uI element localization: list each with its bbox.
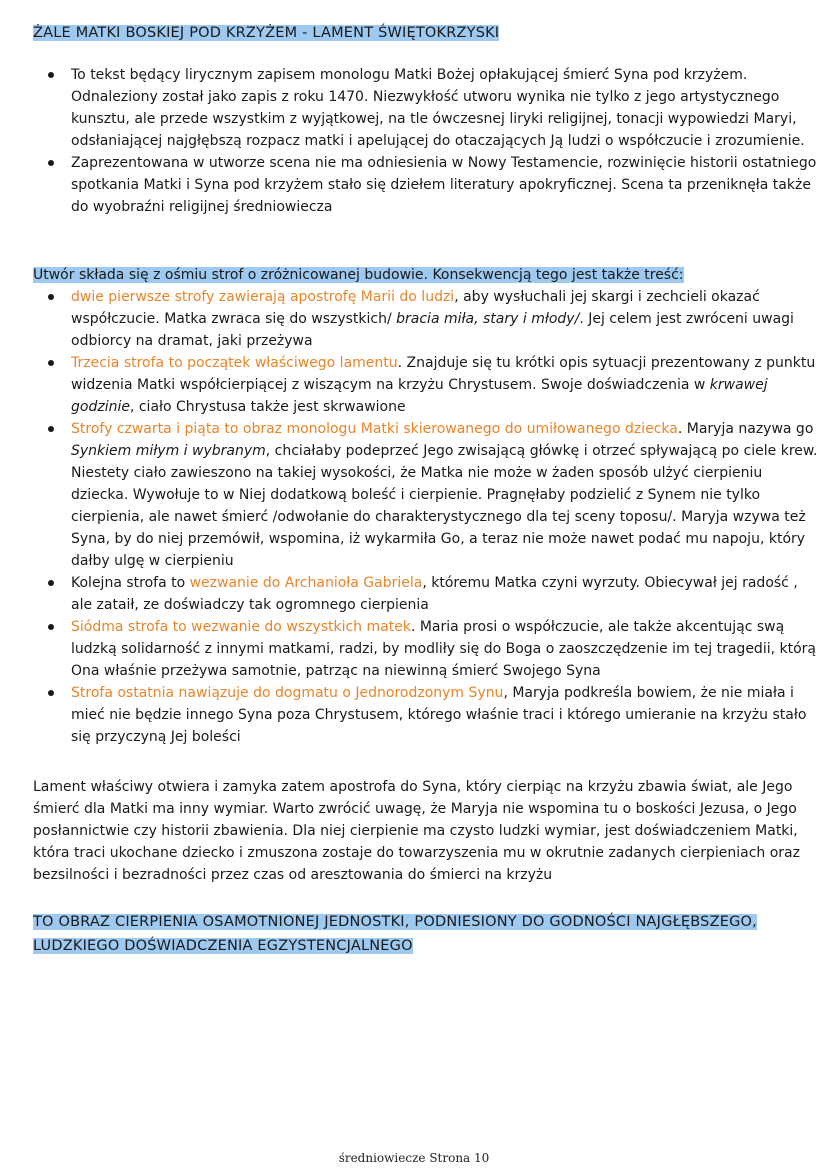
closing-text: TO OBRAZ CIERPIENIA OSAMOTNIONEJ JEDNOSTKI, PODNIESIONY DO GODNOŚCI NAJGŁĘBSZEGO, LUDZKIEGO DOŚWIADCZENIA EGZYSTENCJALNEGO: [33, 914, 757, 954]
list-item: Kolejna strofa to wezwanie do Archanioła Gabriela, któremu Matka czyni wyrzuty. Obiecywał jej radość , ale zataił, ze doświadczy tak ogromnego cierpienia: [33, 572, 823, 616]
page-title: [33, 22, 499, 44]
list-item: dwie pierwsze strofy zawierają apostrofę Marii do ludzi, aby wysłuchali jej skargi i zechcieli okazać współczucie. Matka zwraca się do wszystkich/ bracia miła, stary i młody/. Jej celem jest zwróceni uwagi odbiorcy na dramat, jaki przeżywa: [33, 286, 823, 352]
stanza-highlight: Trzecia strofa to początek właściwego lamentu: [71, 355, 398, 371]
structure-heading: [33, 264, 684, 286]
list-item: Zaprezentowana w utworze scena nie ma odniesienia w Nowy Testamencie, rozwinięcie historii ostatniego spotkania Matki i Syna pod krzyżem stało się dziełem literatury apokryficznej. Scena ta przeniknęła także do wyobraźni religijnej średniowiecza: [33, 152, 823, 218]
stanza-highlight: wezwanie do Archanioła Gabriela: [189, 575, 423, 591]
stanza-highlight: dwie pierwsze strofy zawierają apostrofę Marii do ludzi: [71, 289, 455, 305]
stanza-highlight: Strofy czwarta i piąta to obraz monologu Matki skierowanego do umiłowanego dziecka: [71, 421, 678, 437]
stanza-highlight: Siódma strofa to wezwanie do wszystkich matek: [71, 619, 411, 635]
list-item: Siódma strofa to wezwanie do wszystkich matek. Maria prosi o współczucie, ale także akcentując swą ludzką solidarność z innymi matkami, radzi, by modliły się do Boga o zaoszczędzenie im tej tragedii, którą Ona właśnie przeżywa samotnie, patrząc na niewinną śmierć Swojego Syna: [33, 616, 823, 682]
summary-paragraph: Lament właściwy otwiera i zamyka zatem apostrofa do Syna, który cierpiąc na krzyżu zbawia świat, ale Jego śmierć dla Matki ma inny wymiar. Warto zwrócić uwagę, że Maryja nie wspomina tu o boskości Jezusa, o Jego posłannictwie czy historii zbawienia. Dla niej cierpienie ma czysto ludzki wymiar, jest doświadczeniem Matki, która traci ukochane dziecko i zmuszona zostaje do towarzyszenia mu w okrutnie zadanych cierpieniach oraz bezsilności i bezradności przez czas od aresztowania do śmierci na krzyżu: [33, 779, 800, 883]
intro-bullet-list: [33, 64, 823, 218]
stanza-bullet-list: [33, 286, 823, 748]
closing-statement: [33, 910, 793, 958]
title-text: ŻALE MATKI BOSKIEJ POD KRZYŻEM - LAMENT ŚWIĘTOKRZYSKI: [33, 25, 500, 41]
structure-heading-text: Utwór składa się z ośmiu strof o zróżnicowanej budowie. Konsekwencją tego jest także treść:: [33, 267, 684, 283]
list-item: Strofy czwarta i piąta to obraz monologu Matki skierowanego do umiłowanego dziecka. Maryja nazywa go Synkiem miłym i wybranym, chciałaby podeprzeć Jego zwisającą główkę i otrzeć spływającą po ciele krew. Niestety ciało zawieszono na takiej wysokości, że Matka nie może w żaden sposób ulżyć cierpieniu dziecka. Wywołuje to w Niej dodatkową boleść i cierpienie. Pragnęłaby podzielić z Synem nie tylko cierpienia, ale nawet śmierć /odwołanie do charakterystycznego dla tej sceny toposu/. Maryja wzywa też Syna, by do niej przemówił, wspomina, iż wykarmiła Go, a teraz nie może nawet podać mu napoju, który dałby ulgę w cierpieniu: [33, 418, 823, 572]
stanza-highlight: Strofa ostatnia nawiązuje do dogmatu o Jednorodzonym Synu: [71, 685, 504, 701]
list-item: Strofa ostatnia nawiązuje do dogmatu o Jednorodzonym Synu, Maryja podkreśla bowiem, że nie miała i mieć nie będzie innego Syna poza Chrystusem, którego właśnie traci i którego umieranie na krzyżu stało się przyczyną Jej boleści: [33, 682, 823, 748]
list-item: To tekst będący lirycznym zapisem monologu Matki Bożej opłakującej śmierć Syna pod krzyżem. Odnaleziony został jako zapis z roku 1470. Niezwykłość utworu wynika nie tylko z jego artystycznego kunsztu, ale przede wszystkim z wyjątkowej, na tle ówczesnej liryki religijnej, tonacji wypowiedzi Maryi, odsłaniającej najgłębszą rozpacz matki i apelującej do otaczających Ją ludzi o współczucie i zrozumienie.: [33, 64, 823, 152]
page-footer: średniowiecze Strona 10: [338, 1151, 490, 1165]
list-item: Trzecia strofa to początek właściwego lamentu. Znajduje się tu krótki opis sytuacji prezentowany z punktu widzenia Matki współcierpiącej z wiszącym na krzyżu Chrystusem. Swoje doświadczenia w krwawej godzinie, ciało Chrystusa także jest skrwawione: [33, 352, 823, 418]
